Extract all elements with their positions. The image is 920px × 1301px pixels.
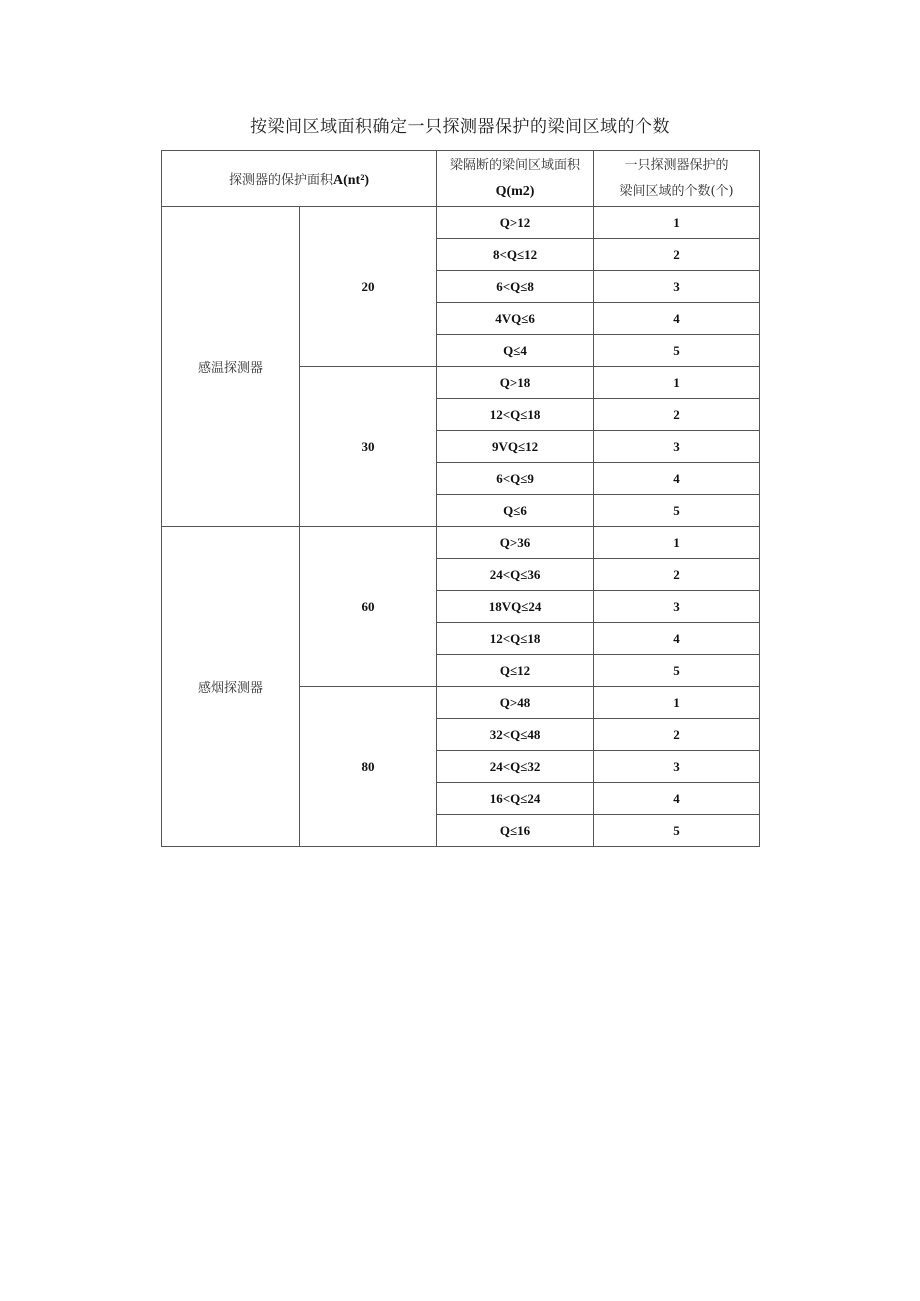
beam-area-cell: 18VQ≤24 [437,591,594,623]
region-count-cell: 4 [594,783,760,815]
table-row [162,207,760,239]
protection-area-value: 20 [300,207,437,367]
region-count-cell: 3 [594,591,760,623]
category-smoke-detector: 感烟探测器 [162,527,300,847]
header-row [162,151,760,207]
beam-area-cell: 8<Q≤12 [437,239,594,271]
beam-area-cell: Q≤6 [437,495,594,527]
beam-area-cell: 9VQ≤12 [437,431,594,463]
beam-area-cell: Q>48 [437,687,594,719]
region-count-cell: 1 [594,527,760,559]
header-area-label: 探测器的保护面积 [228,172,333,188]
region-count-cell: 2 [594,719,760,751]
header-beam-area-unit: Q(m2) [495,183,535,199]
protection-area-value: 80 [300,687,437,847]
beam-area-cell: Q≤12 [437,655,594,687]
beam-area-cell: 24<Q≤36 [437,559,594,591]
table-row [162,527,760,559]
region-count-cell: 2 [594,239,760,271]
beam-area-cell: 32<Q≤48 [437,719,594,751]
beam-area-cell: Q≤4 [437,335,594,367]
category-heat-detector: 感温探测器 [162,207,300,527]
region-count-cell: 3 [594,751,760,783]
region-count-cell: 3 [594,271,760,303]
beam-area-cell: Q>36 [437,527,594,559]
beam-area-cell: 12<Q≤18 [437,399,594,431]
beam-area-cell: Q>12 [437,207,594,239]
beam-area-cell: 12<Q≤18 [437,623,594,655]
protection-area-value: 30 [300,367,437,527]
header-beam-area-label: 梁隔断的梁间区域面积 [450,157,581,173]
region-count-cell: 4 [594,303,760,335]
region-count-cell: 5 [594,655,760,687]
region-count-cell: 2 [594,559,760,591]
region-count-cell: 4 [594,623,760,655]
header-protection-area [162,151,437,207]
beam-area-cell: 6<Q≤8 [437,271,594,303]
region-count-cell: 1 [594,367,760,399]
region-count-cell: 2 [594,399,760,431]
region-count-cell: 1 [594,687,760,719]
beam-area-cell: 6<Q≤9 [437,463,594,495]
header-count-line1: 一只探测器保护的 [624,157,729,173]
page-title: 按梁间区域面积确定一只探测器保护的梁间区域的个数 [250,117,670,137]
region-count-cell: 1 [594,207,760,239]
beam-area-cell: 16<Q≤24 [437,783,594,815]
region-count-cell: 5 [594,335,760,367]
region-count-cell: 5 [594,495,760,527]
header-count-line2: 梁间区域的个数(个) [619,183,734,199]
region-count-cell: 4 [594,463,760,495]
header-beam-area [437,151,594,207]
header-area-unit: A(nt²) [332,172,370,188]
beam-area-cell: 24<Q≤32 [437,751,594,783]
header-region-count [594,151,760,207]
beam-area-cell: 4VQ≤6 [437,303,594,335]
protection-area-value: 60 [300,527,437,687]
region-count-cell: 5 [594,815,760,847]
region-count-cell: 3 [594,431,760,463]
beam-area-cell: Q>18 [437,367,594,399]
detector-beam-table [161,150,760,847]
beam-area-cell: Q≤16 [437,815,594,847]
